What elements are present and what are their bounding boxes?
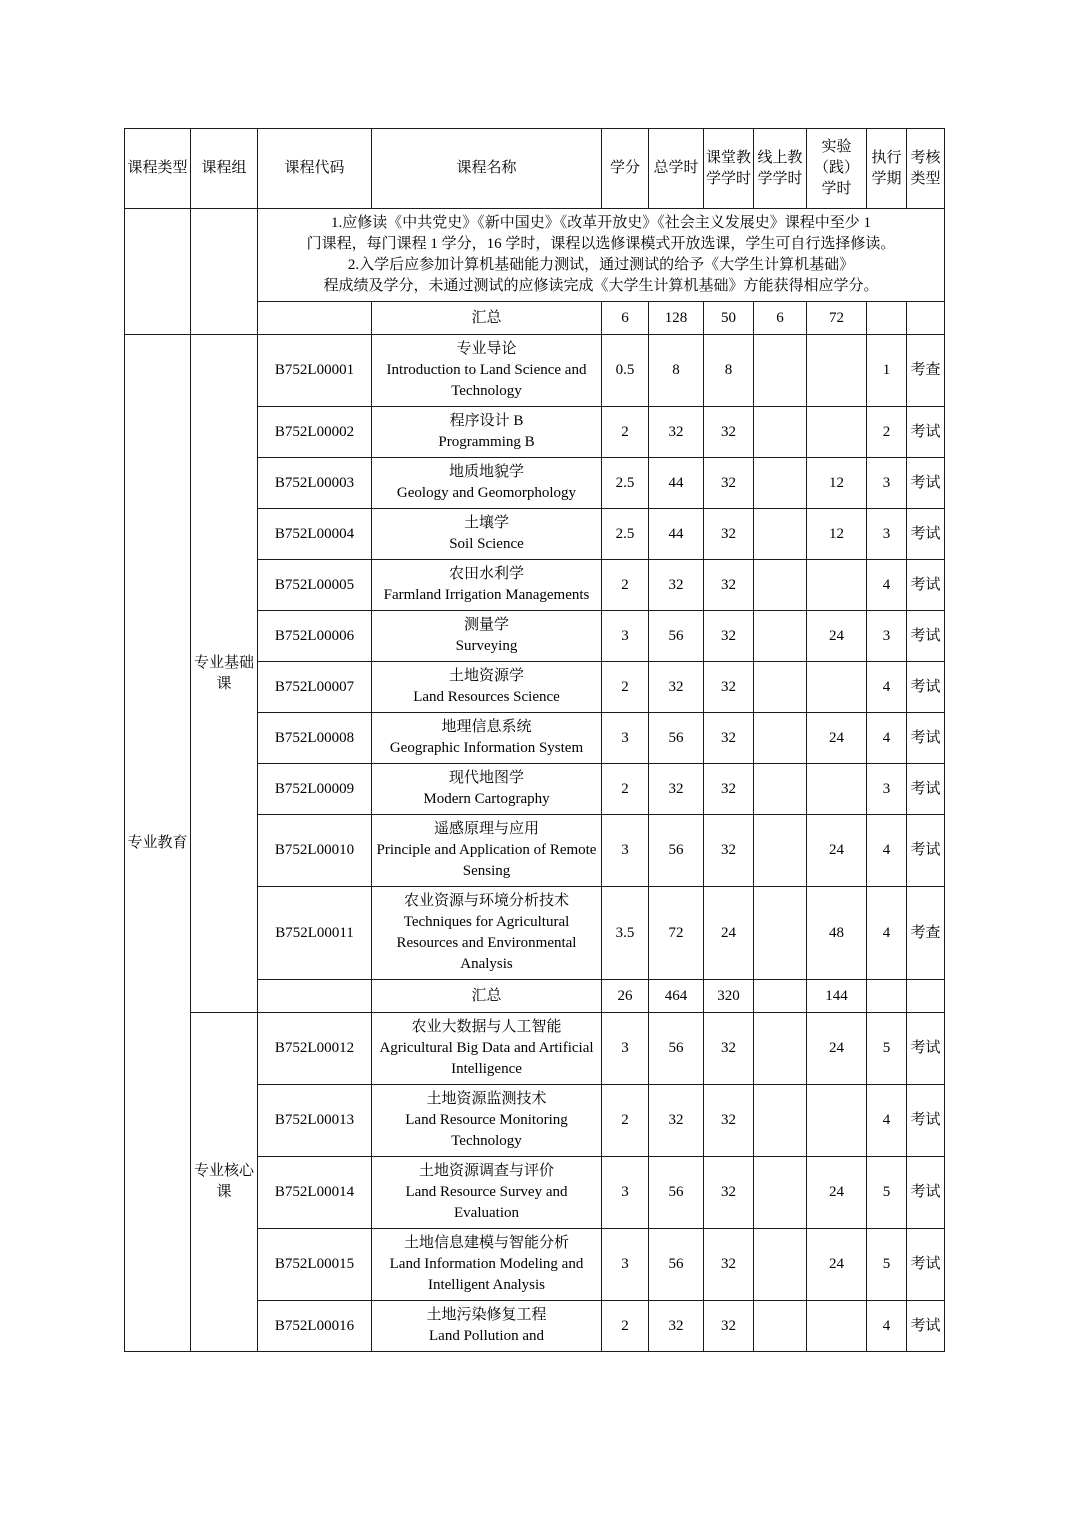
header-course-code: 课程代码: [258, 129, 372, 209]
lab-hours-cell: [807, 1301, 867, 1352]
total-hours-cell: 32: [649, 662, 704, 713]
lab-hours-cell: 12: [807, 509, 867, 560]
semester-cell: 3: [867, 764, 907, 815]
credits-cell: 2: [602, 662, 649, 713]
course-name-zh: 农业资源与环境分析技术: [403, 893, 569, 909]
course-name-cell: [372, 560, 602, 611]
credits-cell: 2: [602, 764, 649, 815]
course-code-cell: B752L00010: [258, 815, 372, 887]
course-code-cell: B752L00001: [258, 335, 372, 407]
course-name-en: Agricultural Big Data and Artificial Intelligence: [379, 1040, 594, 1077]
course-name-en: Farmland Irrigation Managements: [383, 587, 590, 603]
header-credits: 学分: [602, 129, 649, 209]
exam-type-cell: 考查: [907, 335, 945, 407]
course-code-cell: B752L00007: [258, 662, 372, 713]
course-type-cell-empty: [125, 209, 191, 335]
course-name-en: Modern Cartography: [423, 791, 550, 807]
lab-hours-cell: 24: [807, 611, 867, 662]
total-hours-cell: 56: [649, 1157, 704, 1229]
course-name-en: Land Pollution and: [429, 1328, 544, 1344]
online-hours-cell: [754, 1301, 807, 1352]
credits-cell: 3: [602, 1013, 649, 1085]
exam-type-cell: 考试: [907, 1157, 945, 1229]
semester-cell: 4: [867, 713, 907, 764]
curriculum-table-body: [125, 129, 945, 1352]
online-hours-cell: [754, 335, 807, 407]
summary-label-cell: 汇总: [372, 302, 602, 335]
online-hours-cell: [754, 407, 807, 458]
course-name-cell: [372, 1085, 602, 1157]
credits-cell: 2: [602, 1085, 649, 1157]
semester-cell: 1: [867, 335, 907, 407]
total-hours-cell: 32: [649, 1085, 704, 1157]
exam-type-cell: 考试: [907, 1229, 945, 1301]
course-name-zh: 土地资源调查与评价: [418, 1163, 554, 1179]
total-hours-cell: 56: [649, 1013, 704, 1085]
online-hours-cell: [754, 1085, 807, 1157]
classroom-hours-cell: 8: [704, 335, 754, 407]
online-hours-cell: [754, 509, 807, 560]
note-line: 1.应修读《中共党史》《新中国史》《改革开放史》《社会主义发展史》课程中至少 1: [330, 215, 871, 231]
online-hours-cell: [754, 887, 807, 980]
total-hours-cell: 32: [649, 560, 704, 611]
summary-code-cell-empty: [258, 302, 372, 335]
course-name-zh: 农田水利学: [448, 566, 524, 582]
course-name-cell: [372, 1157, 602, 1229]
classroom-hours-cell: 24: [704, 887, 754, 980]
course-code-cell: B752L00003: [258, 458, 372, 509]
semester-cell: 5: [867, 1013, 907, 1085]
header-course-name: 课程名称: [372, 129, 602, 209]
exam-type-cell: 考试: [907, 662, 945, 713]
online-hours-cell: [754, 764, 807, 815]
course-name-zh: 土地信息建模与智能分析: [403, 1235, 569, 1251]
classroom-hours-cell: 32: [704, 1229, 754, 1301]
semester-cell: 4: [867, 662, 907, 713]
total-hours-cell: 32: [649, 764, 704, 815]
course-name-en: Land Resources Science: [413, 689, 560, 705]
header-exam-type: 考核类型: [907, 129, 945, 209]
lab-hours-cell: 24: [807, 1013, 867, 1085]
credits-cell: 3: [602, 611, 649, 662]
semester-cell: 3: [867, 611, 907, 662]
header-lab-hours: 实验（践）学时: [807, 129, 867, 209]
exam-type-cell: 考试: [907, 815, 945, 887]
course-name-cell: [372, 887, 602, 980]
credits-cell: 3.5: [602, 887, 649, 980]
credits-cell: 2: [602, 1301, 649, 1352]
header-row: [125, 129, 945, 209]
note-line: 门课程，每门课程 1 学分，16 学时，课程以选修课模式开放选课，学生可自行选择修读。: [306, 236, 896, 252]
summary-code-cell-empty: [258, 980, 372, 1013]
course-name-zh: 土壤学: [463, 515, 509, 531]
total-hours-cell: 32: [649, 1301, 704, 1352]
summary-online-hours-cell: 6: [754, 302, 807, 335]
exam-type-cell: 考试: [907, 407, 945, 458]
summary-lab-hours-cell: 144: [807, 980, 867, 1013]
semester-cell: 4: [867, 815, 907, 887]
semester-cell: 3: [867, 458, 907, 509]
exam-type-cell: 考试: [907, 1301, 945, 1352]
course-name-cell: [372, 815, 602, 887]
summary-classroom-hours-cell: 320: [704, 980, 754, 1013]
summary-total-hours-cell: 128: [649, 302, 704, 335]
note-line: 2.入学后应参加计算机基础能力测试，通过测试的给予《大学生计算机基础》: [347, 257, 855, 273]
course-code-cell: B752L00012: [258, 1013, 372, 1085]
credits-cell: 2.5: [602, 509, 649, 560]
classroom-hours-cell: 32: [704, 458, 754, 509]
total-hours-cell: 72: [649, 887, 704, 980]
total-hours-cell: 56: [649, 611, 704, 662]
online-hours-cell: [754, 1229, 807, 1301]
curriculum-table-wrapper: [124, 128, 944, 1352]
header-course-type: 课程类型: [125, 129, 191, 209]
course-code-cell: B752L00009: [258, 764, 372, 815]
course-group-cell: 专业核心课: [191, 1013, 258, 1352]
classroom-hours-cell: 32: [704, 509, 754, 560]
classroom-hours-cell: 32: [704, 815, 754, 887]
lab-hours-cell: 12: [807, 458, 867, 509]
course-name-zh: 土地污染修复工程: [426, 1307, 547, 1323]
course-code-cell: B752L00006: [258, 611, 372, 662]
summary-credits-cell: 6: [602, 302, 649, 335]
course-type-cell: 专业教育: [125, 335, 191, 1352]
notes-cell: [258, 209, 945, 302]
course-name-cell: [372, 1301, 602, 1352]
course-name-cell: [372, 1013, 602, 1085]
classroom-hours-cell: 32: [704, 764, 754, 815]
total-hours-cell: 44: [649, 509, 704, 560]
online-hours-cell: [754, 662, 807, 713]
online-hours-cell: [754, 560, 807, 611]
course-name-en: Surveying: [455, 638, 518, 654]
credits-cell: 3: [602, 815, 649, 887]
summary-semester-cell: [867, 302, 907, 335]
exam-type-cell: 考查: [907, 887, 945, 980]
course-code-cell: B752L00011: [258, 887, 372, 980]
lab-hours-cell: [807, 662, 867, 713]
online-hours-cell: [754, 815, 807, 887]
course-row: [125, 335, 945, 407]
lab-hours-cell: [807, 335, 867, 407]
course-code-cell: B752L00015: [258, 1229, 372, 1301]
course-name-zh: 程序设计 B: [449, 413, 524, 429]
header-online-hours: 线上教学学时: [754, 129, 807, 209]
summary-lab-hours-cell: 72: [807, 302, 867, 335]
lab-hours-cell: [807, 407, 867, 458]
online-hours-cell: [754, 611, 807, 662]
course-code-cell: B752L00005: [258, 560, 372, 611]
course-group-cell: 专业基础课: [191, 335, 258, 1013]
course-name-en: Land Resource Monitoring Technology: [405, 1112, 568, 1149]
lab-hours-cell: 48: [807, 887, 867, 980]
exam-type-cell: 考试: [907, 611, 945, 662]
course-name-en: Techniques for Agricultural Resources and Environmental Analysis: [396, 914, 577, 972]
note-line: 程成绩及学分，未通过测试的应修读完成《大学生计算机基础》方能获得相应学分。: [323, 278, 879, 294]
course-name-en: Geology and Geomorphology: [396, 485, 577, 501]
classroom-hours-cell: 32: [704, 611, 754, 662]
classroom-hours-cell: 32: [704, 407, 754, 458]
course-name-cell: [372, 764, 602, 815]
exam-type-cell: 考试: [907, 713, 945, 764]
course-name-zh: 地质地貌学: [448, 464, 524, 480]
course-code-cell: B752L00013: [258, 1085, 372, 1157]
semester-cell: 5: [867, 1229, 907, 1301]
online-hours-cell: [754, 713, 807, 764]
course-name-zh: 土地资源学: [448, 668, 524, 684]
total-hours-cell: 8: [649, 335, 704, 407]
course-name-zh: 专业导论: [456, 341, 517, 357]
summary-credits-cell: 26: [602, 980, 649, 1013]
semester-cell: 4: [867, 1301, 907, 1352]
summary-exam-cell: [907, 980, 945, 1013]
course-name-cell: [372, 335, 602, 407]
total-hours-cell: 44: [649, 458, 704, 509]
header-semester: 执行学期: [867, 129, 907, 209]
semester-cell: 4: [867, 887, 907, 980]
total-hours-cell: 56: [649, 815, 704, 887]
credits-cell: 2: [602, 560, 649, 611]
header-total-hours: 总学时: [649, 129, 704, 209]
lab-hours-cell: 24: [807, 1229, 867, 1301]
lab-hours-cell: [807, 560, 867, 611]
classroom-hours-cell: 32: [704, 662, 754, 713]
course-name-en: Land Information Modeling and Intelligent Analysis: [389, 1256, 584, 1293]
online-hours-cell: [754, 1013, 807, 1085]
course-name-zh: 农业大数据与人工智能: [411, 1019, 562, 1035]
lab-hours-cell: [807, 1085, 867, 1157]
summary-total-hours-cell: 464: [649, 980, 704, 1013]
classroom-hours-cell: 32: [704, 1013, 754, 1085]
semester-cell: 4: [867, 560, 907, 611]
credits-cell: 2: [602, 407, 649, 458]
course-name-zh: 土地资源监测技术: [426, 1091, 547, 1107]
total-hours-cell: 32: [649, 407, 704, 458]
course-code-cell: B752L00016: [258, 1301, 372, 1352]
classroom-hours-cell: 32: [704, 1157, 754, 1229]
course-group-cell-empty: [191, 209, 258, 335]
course-name-en: Geographic Information System: [389, 740, 584, 756]
course-name-cell: [372, 611, 602, 662]
total-hours-cell: 56: [649, 1229, 704, 1301]
classroom-hours-cell: 32: [704, 1085, 754, 1157]
semester-cell: 2: [867, 407, 907, 458]
course-name-cell: [372, 713, 602, 764]
classroom-hours-cell: 32: [704, 1301, 754, 1352]
lab-hours-cell: 24: [807, 1157, 867, 1229]
online-hours-cell: [754, 458, 807, 509]
online-hours-cell: [754, 1157, 807, 1229]
exam-type-cell: 考试: [907, 458, 945, 509]
total-hours-cell: 56: [649, 713, 704, 764]
header-classroom-hours: 课堂教学学时: [704, 129, 754, 209]
course-name-zh: 遥感原理与应用: [433, 821, 539, 837]
course-name-en: Soil Science: [449, 536, 524, 552]
course-name-zh: 现代地图学: [448, 770, 524, 786]
course-name-en: Programming B: [438, 434, 535, 450]
course-name-cell: [372, 662, 602, 713]
course-row: [125, 1013, 945, 1085]
classroom-hours-cell: 32: [704, 560, 754, 611]
exam-type-cell: 考试: [907, 1013, 945, 1085]
course-name-cell: [372, 1229, 602, 1301]
credits-cell: 0.5: [602, 335, 649, 407]
credits-cell: 3: [602, 1229, 649, 1301]
semester-cell: 5: [867, 1157, 907, 1229]
summary-label-cell: 汇总: [372, 980, 602, 1013]
lab-hours-cell: 24: [807, 713, 867, 764]
header-course-group: 课程组: [191, 129, 258, 209]
curriculum-table: [124, 128, 945, 1352]
course-code-cell: B752L00002: [258, 407, 372, 458]
lab-hours-cell: [807, 764, 867, 815]
course-code-cell: B752L00008: [258, 713, 372, 764]
credits-cell: 3: [602, 713, 649, 764]
semester-cell: 4: [867, 1085, 907, 1157]
course-name-en: Principle and Application of Remote Sensing: [376, 842, 597, 879]
course-code-cell: B752L00004: [258, 509, 372, 560]
summary-exam-cell: [907, 302, 945, 335]
semester-cell: 3: [867, 509, 907, 560]
exam-type-cell: 考试: [907, 509, 945, 560]
credits-cell: 2.5: [602, 458, 649, 509]
credits-cell: 3: [602, 1157, 649, 1229]
course-name-en: Land Resource Survey and Evaluation: [405, 1184, 568, 1221]
exam-type-cell: 考试: [907, 560, 945, 611]
course-name-cell: [372, 509, 602, 560]
lab-hours-cell: 24: [807, 815, 867, 887]
notes-row: [125, 209, 945, 302]
course-name-zh: 测量学: [463, 617, 509, 633]
exam-type-cell: 考试: [907, 1085, 945, 1157]
course-name-cell: [372, 407, 602, 458]
classroom-hours-cell: 32: [704, 713, 754, 764]
course-name-zh: 地理信息系统: [441, 719, 532, 735]
summary-semester-cell: [867, 980, 907, 1013]
course-code-cell: B752L00014: [258, 1157, 372, 1229]
summary-classroom-hours-cell: 50: [704, 302, 754, 335]
course-name-cell: [372, 458, 602, 509]
summary-online-hours-cell: [754, 980, 807, 1013]
course-name-en: Introduction to Land Science and Technology: [386, 362, 587, 399]
exam-type-cell: 考试: [907, 764, 945, 815]
